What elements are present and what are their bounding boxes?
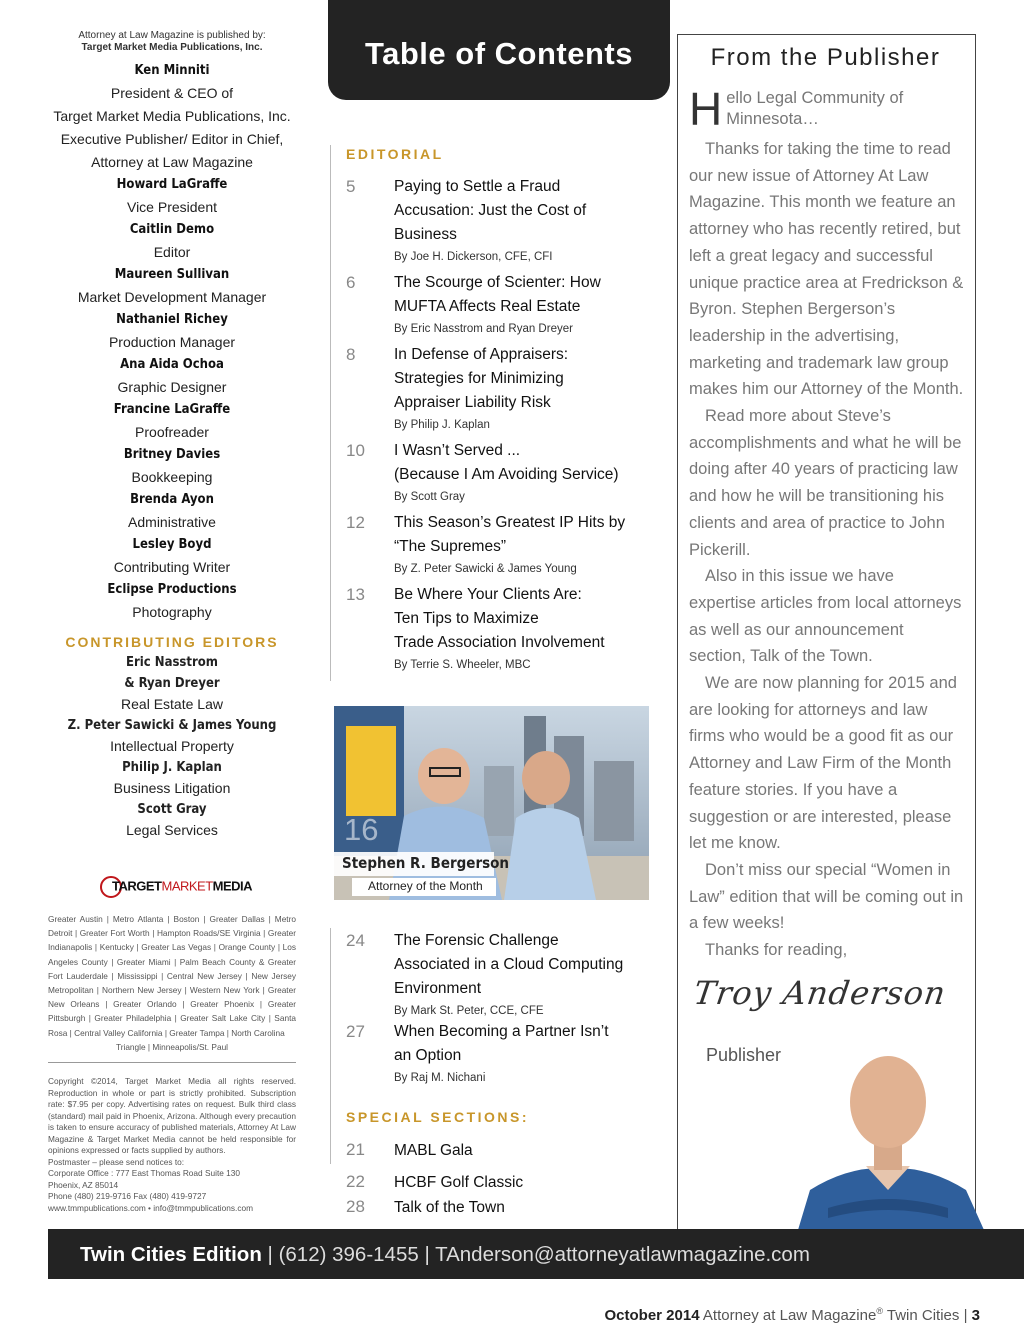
toc-title-line: In Defense of Appraisers: — [394, 346, 569, 363]
toc-page-number: 8 — [346, 345, 356, 364]
toc-byline: By Joe H. Dickerson, CFE, CFI — [394, 251, 553, 263]
toc-page-number: 10 — [346, 441, 365, 460]
staff-role: Vice President — [126, 199, 217, 215]
registered-mark: ® — [876, 1306, 883, 1316]
toc-title-line: Business — [394, 226, 457, 243]
staff-role: Attorney at Law Magazine — [91, 154, 253, 170]
letter-paragraph: Also in this issue we have expertise articles from local attorneys as well as our announcement section, Talk of the Town. — [689, 567, 962, 666]
toc-page-number: 5 — [346, 177, 356, 196]
publisher-intro-line: Attorney at Law Magazine is published by: — [78, 30, 266, 41]
staff-name: Caitlin Demo — [129, 222, 215, 237]
toc-byline: By Scott Gray — [394, 491, 465, 503]
divider — [48, 1062, 296, 1063]
postmaster-line: Postmaster – please send notices to: — [48, 1156, 185, 1167]
toc-title-line: (Because I Am Avoiding Service) — [394, 466, 619, 483]
toc-title-line: This Season’s Greatest IP Hits by — [394, 514, 626, 531]
toc-byline: By Mark St. Peter, CCE, CFE — [394, 1005, 544, 1017]
toc-title-line: an Option — [394, 1047, 462, 1064]
toc-title-line: Appraiser Liability Risk — [394, 394, 551, 411]
staff-name: Nathaniel Richey — [116, 312, 228, 327]
toc-article-title[interactable] — [394, 175, 644, 247]
special-section-title: HCBF Golf Classic — [394, 1174, 524, 1191]
footer-email-link[interactable]: TAnderson@attorneyatlawmagazine.com — [435, 1243, 810, 1266]
special-section-title: MABL Gala — [394, 1142, 473, 1159]
feature-title: Attorney of the Month — [368, 879, 483, 893]
copyright-notice — [48, 1076, 296, 1214]
staff-role: Executive Publisher/ Editor in Chief, — [60, 131, 284, 147]
toc-title-line: Trade Association Involvement — [394, 634, 605, 651]
greeting: ello Legal Community of Minnesota… — [726, 89, 904, 128]
staff-role: Target Market Media Publications, Inc. — [53, 108, 291, 124]
logo-text-target: TARGET — [112, 878, 162, 894]
corporate-address: Corporate Office : 777 East Thomas Road Suite 130 — [48, 1168, 241, 1178]
staff-name: Ana Aida Ochoa — [120, 357, 224, 372]
magazine-name: Attorney at Law Magazine — [702, 1307, 877, 1324]
footer-phone[interactable]: (612) 396-1455 — [278, 1243, 419, 1266]
separator: | — [418, 1243, 436, 1266]
staff-role: Photography — [132, 604, 212, 620]
editor-name: Philip J. Kaplan — [122, 760, 222, 775]
letter-paragraph: Read more about Steve’s accomplishments and what he will be doing after 40 years of practicing law and how he will be transitioning his clients and area of practice to John Pickerill. — [689, 407, 962, 559]
toc-title-line: When Becoming a Partner Isn’t — [394, 1023, 609, 1040]
toc-article-title[interactable] — [394, 511, 644, 559]
toc-byline: By Terrie S. Wheeler, MBC — [394, 659, 531, 671]
target-market-media-logo — [100, 876, 290, 898]
contributing-editors-list — [40, 652, 304, 841]
city-editions-list — [48, 912, 296, 1054]
toc-title-line: I Wasn’t Served ... — [394, 442, 521, 459]
footer-contact — [80, 1243, 810, 1267]
toc-title-line: Ten Tips to Maximize — [394, 610, 539, 627]
page-footer — [605, 1306, 981, 1324]
staff-role: Editor — [153, 244, 191, 260]
toc-page-number: 13 — [346, 585, 365, 604]
editor-area: Intellectual Property — [110, 738, 234, 754]
publisher-portrait — [788, 1040, 988, 1230]
edition-label: Twin Cities Edition — [80, 1243, 262, 1266]
editor-name: Eric Nasstrom — [126, 655, 218, 670]
staff-role: Administrative — [128, 514, 216, 530]
toc-title-line: The Scourge of Scienter: How — [394, 274, 601, 291]
publisher-company: Target Market Media Publications, Inc. — [81, 42, 263, 53]
copyright-text: Copyright ©2014, Target Market Media all rights reserved. Reproduction in whole or part is strictly prohibited. Subscription rate: $7.95 per copy. Advertising rates on request. Bulk third class (standard) mail paid in Phoenix, Arizona. Although every precaution is taken to ensure accuracy of published materials, Attorney At Law Magazine & Target Market Media cannot be held responsible for opinions expressed or facts supplied by authors. — [48, 1076, 296, 1155]
staff-name: Maureen Sullivan — [114, 267, 230, 282]
toc-title-line: “The Supremes” — [394, 538, 506, 555]
staff-role: Bookkeeping — [131, 469, 213, 485]
editor-name: & Ryan Dreyer — [124, 676, 220, 691]
toc-page-number: 24 — [346, 931, 365, 950]
feature-page-number: 16 — [344, 812, 379, 847]
toc-page-number: 28 — [346, 1197, 365, 1216]
separator: | — [261, 1243, 279, 1266]
toc-page-number: 21 — [346, 1140, 365, 1159]
special-sections-heading: SPECIAL SECTIONS: — [346, 1109, 530, 1125]
masthead — [40, 30, 304, 841]
toc-byline: By Philip J. Kaplan — [394, 419, 490, 431]
web-email: www.tmmpublications.com • info@tmmpublications.com — [48, 1202, 253, 1213]
signature: Troy Anderson — [691, 974, 949, 1012]
editor-name: Scott Gray — [137, 802, 207, 817]
toc-byline: By Raj M. Nichani — [394, 1072, 486, 1084]
toc-article-title[interactable] — [394, 929, 644, 1001]
staff-role: Proofreader — [135, 424, 209, 440]
letter-paragraph: Thanks for reading, — [705, 941, 848, 960]
staff-role: President & CEO of — [110, 85, 234, 101]
toc-title-line: MUFTA Affects Real Estate — [394, 298, 581, 315]
editor-area: Business Litigation — [113, 780, 231, 796]
logo-text-media: MEDIA — [212, 878, 253, 894]
staff-name: Britney Davies — [123, 447, 221, 462]
city-state-zip: Phoenix, AZ 85014 — [48, 1179, 119, 1190]
publisher-letter — [689, 83, 965, 964]
staff-list — [40, 60, 304, 624]
vertical-rule — [330, 928, 331, 1164]
logo-text-market: MARKET — [161, 878, 213, 894]
issue-date: October 2014 — [604, 1307, 700, 1324]
publisher-intro — [40, 30, 304, 54]
publisher-role: Publisher — [706, 1045, 782, 1065]
drop-cap: H — [689, 83, 723, 135]
toc-page-number: 27 — [346, 1022, 365, 1041]
page-title: Table of Contents — [365, 36, 633, 71]
staff-role: Graphic Designer — [117, 379, 227, 395]
toc-title-line: Be Where Your Clients Are: — [394, 586, 582, 603]
page-number: 3 — [971, 1307, 980, 1324]
staff-role: Production Manager — [108, 334, 236, 350]
letter-paragraph: Thanks for taking the time to read our new issue of Attorney At Law Magazine. This month we feature an attorney who has recently retired, but left a great legacy and successful unique practice area at Fredrickson & Byron. Stephen Bergerson’s leadership in the advertising, marketing and trademark law group makes him our Attorney of the Month. — [689, 140, 964, 399]
toc-title-line: Accusation: Just the Cost of — [394, 202, 587, 219]
special-section-title: Talk of the Town — [394, 1199, 505, 1216]
staff-name: Howard LaGraffe — [116, 177, 228, 192]
staff-role: Market Development Manager — [77, 289, 267, 305]
staff-name: Ken Minniti — [134, 63, 210, 78]
toc-title-line: Paying to Settle a Fraud — [394, 178, 561, 195]
staff-name: Brenda Ayon — [130, 492, 214, 507]
staff-role: Contributing Writer — [113, 559, 231, 575]
editorial-heading: EDITORIAL — [346, 146, 444, 162]
toc-page-number: 22 — [346, 1172, 365, 1191]
toc-article-title[interactable] — [394, 1020, 644, 1068]
toc-byline: By Z. Peter Sawicki & James Young — [394, 563, 577, 575]
toc-article-title[interactable] — [394, 271, 644, 319]
staff-name: Eclipse Productions — [107, 582, 237, 597]
toc-title-line: Strategies for Minimizing — [394, 370, 564, 387]
city-list-text: Greater Austin | Metro Atlanta | Boston | Greater Dallas | Metro Detroit | Greater Fort Worth | Hampton Roads/SE Virginia | Greater Indianapolis | Kentucky | Greater Las Vegas | Orange County | Los Angeles County | Greater Miami | Palm Beach County & Greater Fort Lauderdale | Mississippi | Central New Jersey | New Jersey Metropolitan | Northern New Jersey | Western New York | Greater New Orleans | Greater Orlando | Greater Phoenix | Greater Pittsburgh | Greater Philadelphia | Greater Salt Lake City | Santa Rosa | Central Valley California | Greater Tampa | North Carolina — [48, 914, 296, 1038]
edition-city: Twin Cities — [886, 1307, 960, 1324]
letter-paragraphs — [689, 136, 965, 964]
feature-name: Stephen R. Bergerson — [342, 854, 510, 872]
toc-title-line: The Forensic Challenge — [394, 932, 559, 949]
toc-article-title[interactable] — [394, 439, 644, 487]
phone-fax: Phone (480) 219-9716 Fax (480) 419-9727 — [48, 1191, 207, 1201]
editor-area: Legal Services — [126, 822, 218, 838]
toc-article-title[interactable] — [394, 343, 644, 415]
editor-name: Z. Peter Sawicki & James Young — [67, 718, 277, 733]
toc-title-line: Associated in a Cloud Computing — [394, 956, 624, 973]
separator: | — [963, 1307, 968, 1324]
toc-page-number: 6 — [346, 273, 356, 292]
toc-article-title[interactable] — [394, 583, 644, 655]
staff-name: Francine LaGraffe — [113, 402, 231, 417]
editor-area: Real Estate Law — [121, 696, 223, 712]
toc-page-number: 12 — [346, 513, 365, 532]
vertical-rule — [330, 145, 331, 681]
toc-title-line: Environment — [394, 980, 482, 997]
staff-name: Lesley Boyd — [132, 537, 212, 552]
toc-byline: By Eric Nasstrom and Ryan Dreyer — [394, 323, 573, 335]
contributing-editors-heading: CONTRIBUTING EDITORS — [65, 634, 279, 650]
letter-paragraph: We are now planning for 2015 and are looking for attorneys and law firms who would be a good fit as our Attorney and Law Firm of the Month feature stories. If you have a suggestion or are interested, please let me know. — [689, 674, 957, 853]
city-list-last-line: Triangle | Minneapolis/St. Paul — [115, 1041, 229, 1052]
letter-paragraph: Don’t miss our special “Women in Law” edition that will be coming out in a few weeks! — [689, 860, 964, 933]
publisher-title: From the Publisher — [710, 44, 941, 71]
